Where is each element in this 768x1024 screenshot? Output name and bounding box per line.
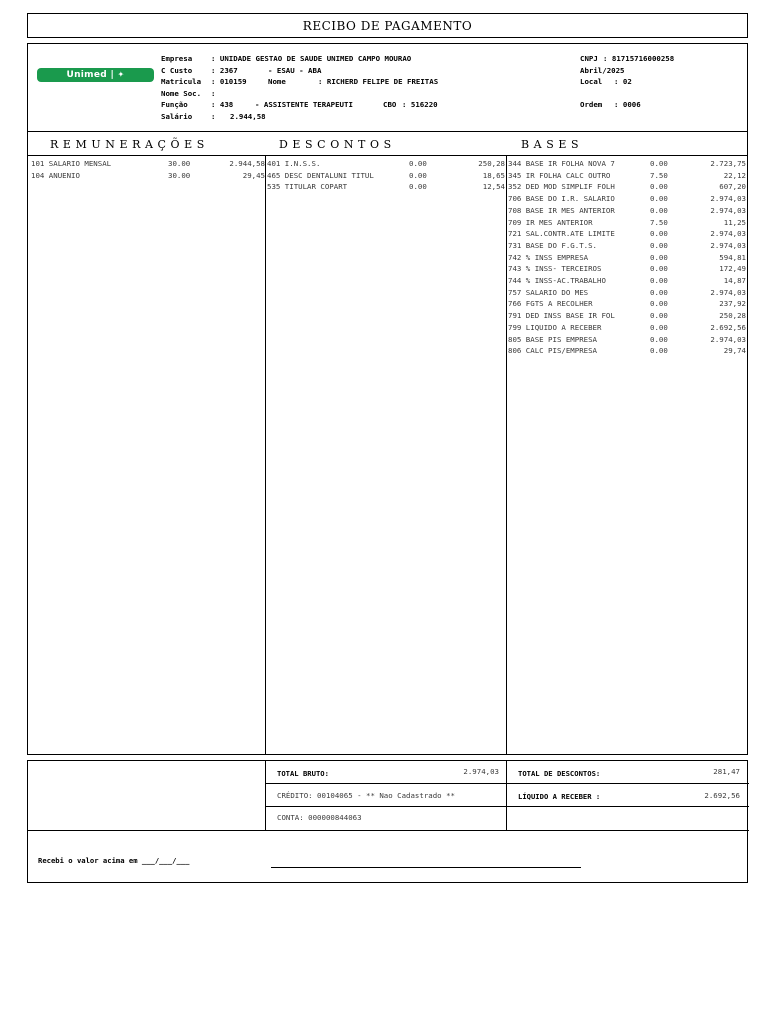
bases-row [508, 181, 746, 192]
funcao-value: : 438 [211, 100, 234, 109]
bases-row [508, 228, 746, 239]
row-reference: 0.00 [650, 240, 668, 250]
empresa-value: : UNIDADE GESTAO DE SAUDE UNIMED CAMPO MOURAO [211, 54, 412, 63]
row-value: 2.974,03 [710, 334, 746, 344]
row-reference: 0.00 [650, 205, 668, 215]
row-description: 709 IR MES ANTERIOR [508, 217, 593, 227]
row-reference: 0.00 [409, 159, 427, 168]
row-value: 14,87 [723, 276, 746, 285]
row-value: 2.974,03 [710, 194, 746, 204]
period: Abril/2025 [580, 66, 625, 75]
bases-row [508, 205, 746, 216]
bases-row [508, 252, 746, 263]
row-value: 594,81 [719, 252, 746, 262]
footer-divider-h3 [28, 830, 749, 831]
funcao-desc: - ASSISTENTE TERAPEUTI [255, 100, 353, 109]
row-value: 237,92 [719, 299, 746, 309]
bases-row [508, 158, 746, 169]
row-description: 731 BASE DO F.G.T.S. [508, 240, 597, 250]
column-header-divider [28, 155, 747, 156]
remuneracoes-row [31, 170, 265, 181]
total-bruto-value: 2.974,03 [463, 767, 499, 776]
row-description: 742 % INSS EMPRESA [508, 252, 589, 262]
total-bruto-label: TOTAL BRUTO: [277, 769, 329, 778]
descontos-heading: DESCONTOS [279, 138, 396, 151]
ordem-label: Ordem [580, 100, 603, 109]
row-reference: 7.50 [650, 217, 668, 227]
row-description: 766 FGTS A RECOLHER [508, 299, 593, 309]
row-value: 18,65 [482, 170, 505, 180]
bases-row [508, 193, 746, 204]
nome-social-label: Nome Soc. [161, 89, 202, 98]
descontos-row [267, 181, 505, 192]
bases-row [508, 334, 746, 345]
receipt-title-box [27, 13, 748, 38]
ccusto-desc: - ESAU - ABA [268, 66, 322, 75]
ccusto-label: C Custo [161, 66, 193, 75]
footer-divider-h2 [265, 806, 749, 807]
total-descontos-label: TOTAL DE DESCONTOS: [518, 769, 601, 778]
column-divider-2 [506, 155, 507, 754]
totals-footer [27, 760, 748, 883]
row-description: 706 BASE DO I.R. SALARIO [508, 194, 615, 204]
bases-row [508, 217, 746, 228]
footer-divider-v1 [265, 761, 266, 830]
row-description: 805 BASE PIS EMPRESA [508, 334, 597, 344]
receipt-title: RECIBO DE PAGAMENTO [302, 19, 473, 33]
empresa-label: Empresa [161, 54, 193, 63]
remuneracoes-row [31, 158, 265, 169]
row-description: 743 % INSS- TERCEIROS [508, 264, 602, 274]
descontos-row [267, 170, 505, 181]
row-description: 345 IR FOLHA CALC OUTRO [508, 170, 611, 180]
total-descontos-value: 281,47 [713, 767, 740, 776]
row-description: 465 DESC DENTALUNI TITUL [267, 170, 374, 180]
footer-divider-v2 [506, 761, 507, 830]
row-value: 22,12 [723, 170, 746, 180]
row-value: 2.974,03 [710, 287, 746, 297]
bases-row [508, 345, 746, 356]
row-value: 2.974,03 [710, 205, 746, 215]
row-reference: 30.00 [168, 159, 191, 168]
cnpj-value: : 81715716000258 [603, 54, 675, 63]
ccusto-value: : 2367 [211, 66, 238, 75]
row-value: 250,28 [719, 311, 746, 321]
row-value: 12,54 [482, 182, 505, 192]
bases-row [508, 170, 746, 181]
row-reference: 0.00 [650, 229, 668, 239]
row-description: 744 % INSS-AC.TRABALHO [508, 276, 606, 285]
descontos-row [267, 158, 505, 169]
row-value: 29,45 [242, 170, 265, 180]
row-description: 708 BASE IR MES ANTERIOR [508, 205, 615, 215]
row-reference: 0.00 [650, 159, 668, 168]
row-reference: 0.00 [650, 346, 668, 356]
matricula-value: : 010159 [211, 77, 247, 86]
bases-row [508, 322, 746, 333]
row-description: 401 I.N.S.S. [267, 159, 321, 168]
bases-row [508, 298, 746, 309]
row-reference: 0.00 [650, 322, 668, 332]
row-value: 607,20 [719, 182, 746, 192]
local-value: : 02 [614, 77, 632, 86]
salario-value: 2.944,58 [230, 112, 266, 121]
matricula-label: Matricula [161, 77, 202, 86]
row-description: 806 CALC PIS/EMPRESA [508, 346, 597, 356]
bases-row [508, 263, 746, 274]
bases-row [508, 275, 746, 286]
row-reference: 0.00 [650, 264, 668, 274]
row-description: 104 ANUENIO [31, 170, 80, 180]
remuneracoes-heading: REMUNERAÇÕES [50, 138, 209, 151]
local-label: Local [580, 77, 603, 86]
unimed-logo: Unimed | ✦ [37, 68, 154, 82]
row-reference: 0.00 [650, 299, 668, 309]
row-reference: 0.00 [650, 182, 668, 192]
funcao-label: Função [161, 100, 188, 109]
row-reference: 0.00 [650, 334, 668, 344]
row-description: 791 DED INSS BASE IR FOL [508, 311, 615, 321]
cnpj-label: CNPJ [580, 54, 598, 63]
row-value: 172,49 [719, 264, 746, 274]
row-description: 352 DED MOD SIMPLIF FOLH [508, 182, 615, 192]
nome-value: : RICHERD FELIPE DE FREITAS [318, 77, 439, 86]
row-reference: 0.00 [409, 170, 427, 180]
nome-social-value: : [211, 89, 216, 98]
row-value: 2.944,58 [229, 159, 265, 168]
row-description: 721 SAL.CONTR.ATE LIMITE [508, 229, 615, 239]
payroll-columns [27, 131, 748, 755]
bases-row [508, 310, 746, 321]
liquido-value: 2.692,56 [704, 791, 740, 800]
signature-line [271, 867, 581, 868]
bases-row [508, 240, 746, 251]
footer-divider-h1 [265, 783, 749, 784]
ordem-value: : 0006 [614, 100, 641, 109]
conta-info: CONTA: 000000844063 [277, 813, 362, 822]
cbo-value: : 516220 [402, 100, 438, 109]
row-description: 344 BASE IR FOLHA NOVA 7 [508, 159, 615, 168]
bases-heading: BASES [521, 138, 584, 151]
credito-info: CRÉDITO: 00104065 - ** Nao Cadastrado ** [277, 791, 455, 800]
liquido-label: LÍQUIDO A RECEBER : [518, 792, 601, 801]
row-description: 799 LIQUIDO A RECEBER [508, 322, 602, 332]
salario-label: Salário [161, 112, 193, 121]
row-reference: 0.00 [650, 194, 668, 204]
row-value: 2.974,03 [710, 240, 746, 250]
row-reference: 0.00 [409, 182, 427, 192]
row-reference: 0.00 [650, 287, 668, 297]
row-reference: 0.00 [650, 276, 668, 285]
nome-label: Nome [268, 77, 286, 86]
bases-row [508, 287, 746, 298]
row-value: 2.974,03 [710, 229, 746, 239]
row-description: 757 SALARIO DO MES [508, 287, 589, 297]
row-reference: 0.00 [650, 311, 668, 321]
employee-header [27, 43, 748, 132]
column-divider-1 [265, 155, 266, 754]
row-value: 29,74 [723, 346, 746, 356]
row-value: 250,28 [478, 159, 505, 168]
row-reference: 7.50 [650, 170, 668, 180]
row-description: 535 TITULAR COPART [267, 182, 348, 192]
salario-colon: : [211, 112, 216, 121]
cbo-label: CBO [383, 100, 397, 109]
receipt-acknowledgement: Recebi o valor acima em ___/___/___ [38, 856, 190, 865]
row-value: 2.723,75 [710, 159, 746, 168]
row-value: 2.692,56 [710, 322, 746, 332]
row-reference: 0.00 [650, 252, 668, 262]
row-value: 11,25 [723, 217, 746, 227]
row-reference: 30.00 [168, 170, 191, 180]
row-description: 101 SALARIO MENSAL [31, 159, 112, 168]
